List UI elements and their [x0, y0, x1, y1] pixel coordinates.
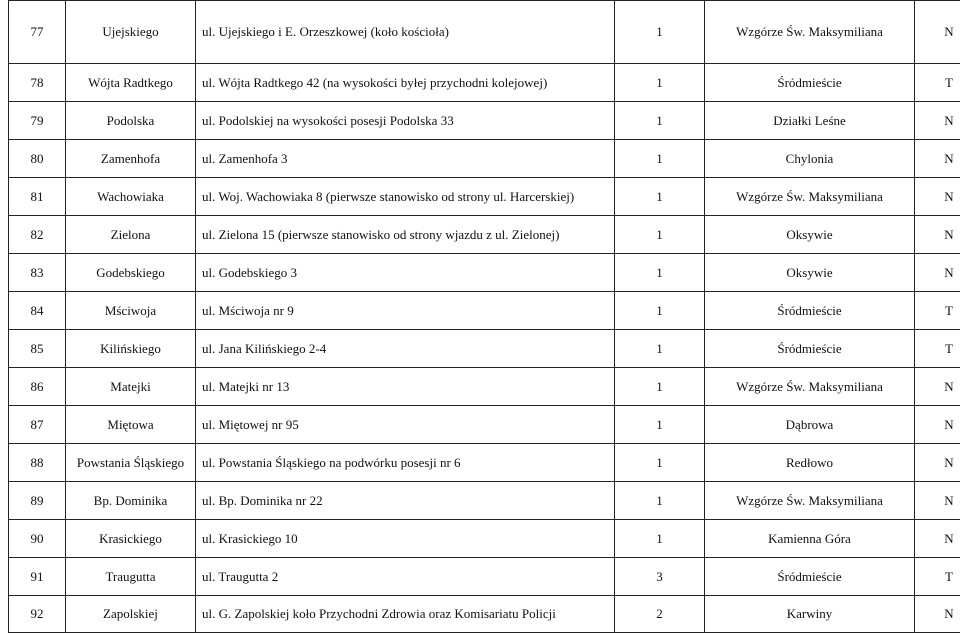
table-row [9, 406, 960, 444]
cell-type: N [915, 254, 960, 292]
cell-quantity: 1 [615, 1, 705, 64]
cell-quantity: 1 [615, 64, 705, 102]
cell-address: ul. Woj. Wachowiaka 8 (pierwsze stanowisko od strony ul. Harcerskiej) [196, 178, 615, 216]
cell-type: N [915, 406, 960, 444]
cell-district: Działki Leśne [705, 102, 915, 140]
cell-district: Śródmieście [705, 330, 915, 368]
table-row [9, 102, 960, 140]
cell-name: Powstania Śląskiego [66, 444, 196, 482]
cell-name: Ujejskiego [66, 1, 196, 64]
cell-address: ul. Bp. Dominika nr 22 [196, 482, 615, 520]
table-row [9, 444, 960, 482]
cell-quantity: 2 [615, 596, 705, 633]
cell-type: N [915, 140, 960, 178]
table-row [9, 368, 960, 406]
cell-type: N [915, 444, 960, 482]
cell-type: T [915, 64, 960, 102]
stations-table [8, 0, 960, 633]
cell-number: 87 [9, 406, 66, 444]
table-row [9, 254, 960, 292]
cell-quantity: 1 [615, 520, 705, 558]
cell-quantity: 1 [615, 292, 705, 330]
cell-quantity: 1 [615, 102, 705, 140]
cell-address: ul. Powstania Śląskiego na podwórku posesji nr 6 [196, 444, 615, 482]
table-row [9, 216, 960, 254]
cell-quantity: 1 [615, 140, 705, 178]
table-row [9, 520, 960, 558]
cell-name: Kilińskiego [66, 330, 196, 368]
cell-address: ul. Wójta Radtkego 42 (na wysokości byłej przychodni kolejowej) [196, 64, 615, 102]
cell-number: 81 [9, 178, 66, 216]
cell-district: Karwiny [705, 596, 915, 633]
table-row [9, 64, 960, 102]
cell-type: N [915, 102, 960, 140]
cell-type: N [915, 368, 960, 406]
cell-district: Kamienna Góra [705, 520, 915, 558]
cell-name: Krasickiego [66, 520, 196, 558]
cell-district: Chylonia [705, 140, 915, 178]
cell-quantity: 1 [615, 216, 705, 254]
cell-address: ul. G. Zapolskiej koło Przychodni Zdrowia oraz Komisariatu Policji [196, 596, 615, 633]
table-row [9, 140, 960, 178]
cell-type: N [915, 1, 960, 64]
cell-district: Wzgórze Św. Maksymiliana [705, 368, 915, 406]
cell-number: 86 [9, 368, 66, 406]
cell-type: T [915, 558, 960, 596]
cell-type: T [915, 292, 960, 330]
cell-name: Traugutta [66, 558, 196, 596]
cell-name: Bp. Dominika [66, 482, 196, 520]
cell-name: Miętowa [66, 406, 196, 444]
cell-quantity: 1 [615, 254, 705, 292]
cell-number: 88 [9, 444, 66, 482]
cell-quantity: 1 [615, 368, 705, 406]
cell-district: Śródmieście [705, 64, 915, 102]
cell-number: 92 [9, 596, 66, 633]
cell-type: N [915, 216, 960, 254]
cell-address: ul. Traugutta 2 [196, 558, 615, 596]
cell-district: Wzgórze Św. Maksymiliana [705, 178, 915, 216]
cell-name: Wachowiaka [66, 178, 196, 216]
table-row [9, 330, 960, 368]
cell-address: ul. Mściwoja nr 9 [196, 292, 615, 330]
cell-quantity: 1 [615, 178, 705, 216]
cell-name: Zielona [66, 216, 196, 254]
cell-number: 80 [9, 140, 66, 178]
cell-district: Wzgórze Św. Maksymiliana [705, 482, 915, 520]
cell-quantity: 3 [615, 558, 705, 596]
cell-district: Śródmieście [705, 292, 915, 330]
cell-address: ul. Zamenhofa 3 [196, 140, 615, 178]
cell-district: Wzgórze Św. Maksymiliana [705, 1, 915, 64]
cell-name: Zamenhofa [66, 140, 196, 178]
cell-type: N [915, 178, 960, 216]
cell-type: T [915, 330, 960, 368]
cell-address: ul. Podolskiej na wysokości posesji Podolska 33 [196, 102, 615, 140]
table-row [9, 482, 960, 520]
cell-quantity: 1 [615, 444, 705, 482]
table-row [9, 178, 960, 216]
table-row [9, 596, 960, 633]
table-row [9, 558, 960, 596]
cell-number: 89 [9, 482, 66, 520]
cell-address: ul. Krasickiego 10 [196, 520, 615, 558]
cell-district: Oksywie [705, 254, 915, 292]
cell-name: Podolska [66, 102, 196, 140]
cell-number: 85 [9, 330, 66, 368]
cell-name: Zapolskiej [66, 596, 196, 633]
cell-number: 82 [9, 216, 66, 254]
cell-district: Redłowo [705, 444, 915, 482]
cell-quantity: 1 [615, 482, 705, 520]
cell-address: ul. Jana Kilińskiego 2-4 [196, 330, 615, 368]
cell-quantity: 1 [615, 330, 705, 368]
cell-number: 78 [9, 64, 66, 102]
cell-address: ul. Zielona 15 (pierwsze stanowisko od strony wjazdu z ul. Zielonej) [196, 216, 615, 254]
cell-district: Śródmieście [705, 558, 915, 596]
cell-name: Matejki [66, 368, 196, 406]
cell-name: Godebskiego [66, 254, 196, 292]
cell-name: Mściwoja [66, 292, 196, 330]
cell-district: Dąbrowa [705, 406, 915, 444]
cell-number: 84 [9, 292, 66, 330]
table-row [9, 292, 960, 330]
stations-table-body [9, 1, 960, 633]
cell-number: 91 [9, 558, 66, 596]
cell-type: N [915, 482, 960, 520]
cell-type: N [915, 596, 960, 633]
cell-number: 77 [9, 1, 66, 64]
cell-number: 83 [9, 254, 66, 292]
cell-district: Oksywie [705, 216, 915, 254]
cell-address: ul. Miętowej nr 95 [196, 406, 615, 444]
cell-type: N [915, 520, 960, 558]
cell-address: ul. Matejki nr 13 [196, 368, 615, 406]
table-row [9, 1, 960, 64]
cell-address: ul. Godebskiego 3 [196, 254, 615, 292]
cell-address: ul. Ujejskiego i E. Orzeszkowej (koło kościoła) [196, 1, 615, 64]
cell-name: Wójta Radtkego [66, 64, 196, 102]
cell-quantity: 1 [615, 406, 705, 444]
cell-number: 79 [9, 102, 66, 140]
cell-number: 90 [9, 520, 66, 558]
